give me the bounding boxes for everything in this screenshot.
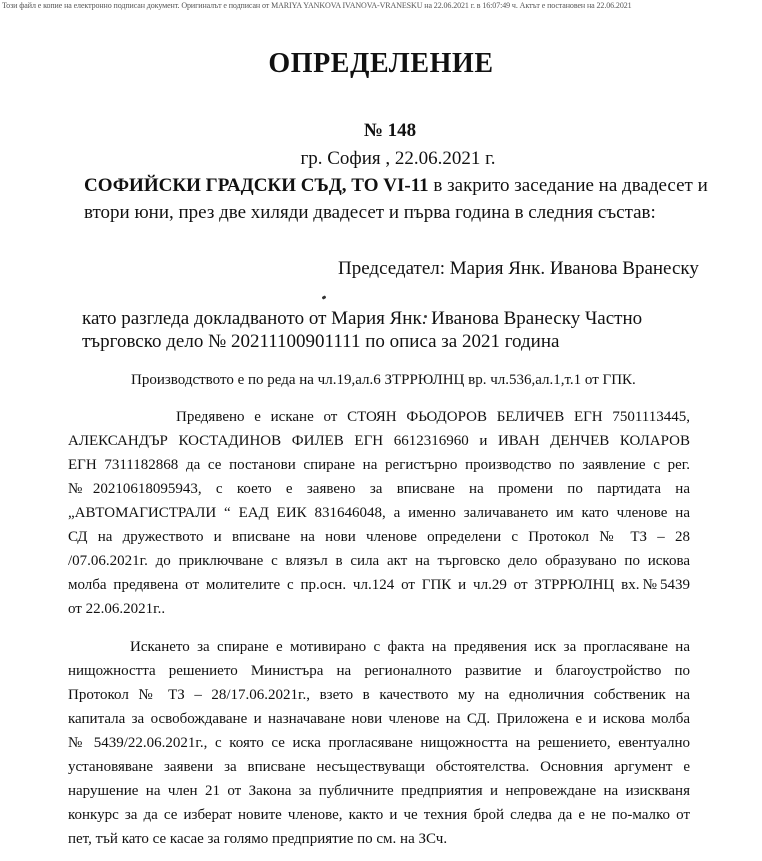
chair-line: Председател: Мария Янк. Иванова Вранеску <box>338 258 699 279</box>
paragraph-motivation <box>68 635 690 851</box>
paragraph-line: от 22.06.2021г.. <box>68 601 166 617</box>
paragraph-line: установяване заявени за вписване несъществуващи обстоятелства. Основния аргумент е <box>68 759 690 775</box>
paragraph-line: капитала за освобождаване и назначаване нови членове на СД. Приложена е и искова молба <box>68 711 690 727</box>
paragraph-line: СД на дружеството и вписване на нови членове определени с Протокол № ТЗ – 28 <box>68 529 690 545</box>
paragraph-line: „АВТОМАГИСТРАЛИ “ ЕАД ЕИК 831646048, а именно заличаването им като членове на <box>68 505 690 521</box>
paragraph-line: АЛЕКСАНДЪР КОСТАДИНОВ ФИЛЕВ ЕГН 6612316960 и ИВАН ДЕНЧЕВ КОЛАРОВ <box>68 433 690 449</box>
proceedings-line: Производството е по реда на чл.19,ал.6 ЗТРРЮЛНЦ вр. чл.536,ал.1,т.1 от ГПК. <box>131 372 636 388</box>
paragraph-line: № 5439/22.06.2021г., с която се иска прогласяване нищожността на решението, евентуално <box>68 735 690 751</box>
paragraph-request <box>68 405 690 621</box>
case-line-2: търговско дело № 20211100901111 по описа за 2021 година <box>82 331 560 352</box>
court-name: СОФИЙСКИ ГРАДСКИ СЪД, ТО VI-11 <box>84 175 429 196</box>
case-line-1: като разгледа докладваното от Мария Янк. Иванова Вранеску Частно <box>82 308 643 329</box>
composition-line: втори юни, през две хиляди двадесет и първа година в следния състав: <box>84 202 656 223</box>
paragraph-line: молба предявена от молителите с пр.осн. чл.124 от ГПК и чл.29 от ЗТРРЮЛНЦ вх.№5439 <box>68 577 690 593</box>
paragraph-line: /07.06.2021г. до приключване с влязъл в сила акт на търговско дело образувано по искова <box>68 553 690 569</box>
paragraph-line: Протокол № ТЗ – 28/17.06.2021г., взето в качеството му на едноличния собственик на <box>68 687 690 703</box>
electronic-signature-notice: Този файл е копие на електронно подписан документ. Оригиналът е подписан от MARIYA YANKOVA IVANOVA-VRANESKU на 22.06.2021 г. в 16:07:49 ч. Актът е постановен на 22.06.2021 <box>2 1 632 10</box>
paragraph-line: Искането за спиране е мотивирано с факта на предявения иск за прогласяване на <box>130 639 690 655</box>
paragraph-line: ЕГН 7311182868 да се постанови спиране на регистърно производство по заявление с рег. <box>68 457 690 473</box>
paragraph-line: пет, тъй като се касае за голямо предприятие по см. на ЗСч. <box>68 831 448 847</box>
paragraph-line: нищожността решението Министъра на регионалното развитие и благоустройство по <box>68 663 690 679</box>
session-text: в закрито заседание на двадесет и <box>428 175 708 196</box>
paragraph-line: №20210618095943, с което е заявено за вписване на промени по партидата на <box>68 481 690 497</box>
ink-mark <box>322 295 327 300</box>
paragraph-line: Предявено е искане от СТОЯН ФЬОДОРОВ БЕЛИЧЕВ ЕГН 7501113445, <box>176 409 690 425</box>
document-number: № 148 <box>363 120 417 141</box>
paragraph-line: конкурс за да се изберат новите членове, както и че техния брой следва да е не по-малко от <box>68 807 690 823</box>
paragraph-line: нарушение на член 21 от Закона за публичните предприятия и непровеждане на изискваня <box>68 783 690 799</box>
document-place-date: гр. София , 22.06.2021 г. <box>300 148 496 169</box>
document-title: ОПРЕДЕЛЕНИЕ <box>268 48 494 79</box>
court-line <box>84 175 708 197</box>
